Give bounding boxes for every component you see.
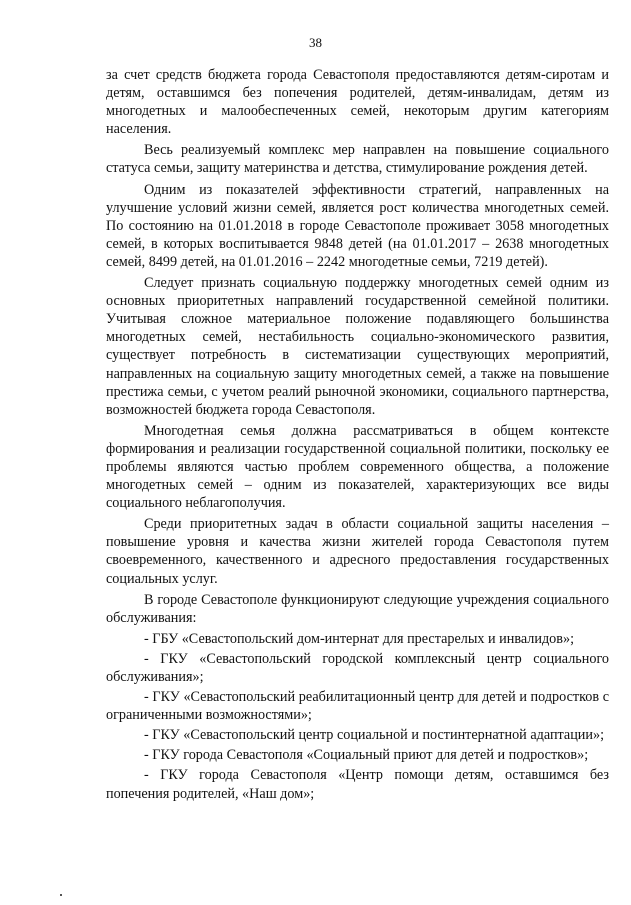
paragraph-support: Следует признать социальную поддержку многодетных семей одним из основных приоритетных направлений государственной семейной политики. Учитывая сложное материальное положение подавляющего большинства многодетных семей, нестабильность социально-экономического развития, существует потребность в систематизации существующих мероприятий, направленных на социальную защиту многодетных семей, а также на повышение престижа семьи, с учетом реалий рыночной экономики, социального партнерства, возможностей бюджета города Севастополя. xyxy=(106,275,609,418)
list-item: - ГКУ города Севастополя «Центр помощи детям, оставшимся без попечения родителей, «Наш дом»; xyxy=(106,767,609,802)
paragraph-institutions-intro: В городе Севастополе функционируют следующие учреждения социального обслуживания: xyxy=(106,591,609,626)
paragraph-funding: за счет средств бюджета города Севастополя предоставляются детям-сиротам и детям, оставшимся без попечения родителей, детям-инвалидам, детям из многодетных и малообеспеченных семей, некоторым другим категориям населения. xyxy=(106,67,609,138)
list-item: - ГБУ «Севастопольский дом-интернат для престарелых и инвалидов»; xyxy=(144,630,575,647)
paragraph-measures: Весь реализуемый комплекс мер направлен на повышение социального статуса семьи, защиту материнства и детства, стимулирование рождения детей. xyxy=(106,142,609,177)
paragraph-context: Многодетная семья должна рассматриваться в общем контексте формирования и реализации государственной социальной политики, поскольку ее проблемы являются частью проблем современного общества, а положение многодетных семей – одним из показателей, характеризующих все виды социального неблагополучия. xyxy=(106,422,609,512)
list-item: - ГКУ города Севастополя «Социальный приют для детей и подростков»; xyxy=(144,747,589,764)
list-item: - ГКУ «Севастопольский реабилитационный центр для детей и подростков с ограниченными возможностями»; xyxy=(106,689,609,724)
page-number: 38 xyxy=(309,35,322,50)
document-body xyxy=(106,66,609,805)
list-item: - ГКУ «Севастопольский центр социальной и постинтернатной адаптации»; xyxy=(144,727,605,744)
list-item: - ГКУ «Севастопольский городской комплексный центр социального обслуживания»; xyxy=(106,650,609,685)
paragraph-priorities: Среди приоритетных задач в области социальной защиты населения – повышение уровня и качества жизни жителей города Севастополя путем своевременного, качественного и адресного предоставления государственных социальных услуг. xyxy=(106,516,609,587)
paragraph-statistics: Одним из показателей эффективности стратегий, направленных на улучшение условий жизни семей, является рост количества многодетных семей. По состоянию на 01.01.2018 в городе Севастополе проживает 3058 многодетных семей, в которых воспитывается 9848 детей (на 01.01.2017 – 2638 многодетных семей, 8499 детей, на 01.01.2016 – 2242 многодетные семьи, 7219 детей). xyxy=(106,181,609,270)
scan-speck xyxy=(60,894,62,896)
